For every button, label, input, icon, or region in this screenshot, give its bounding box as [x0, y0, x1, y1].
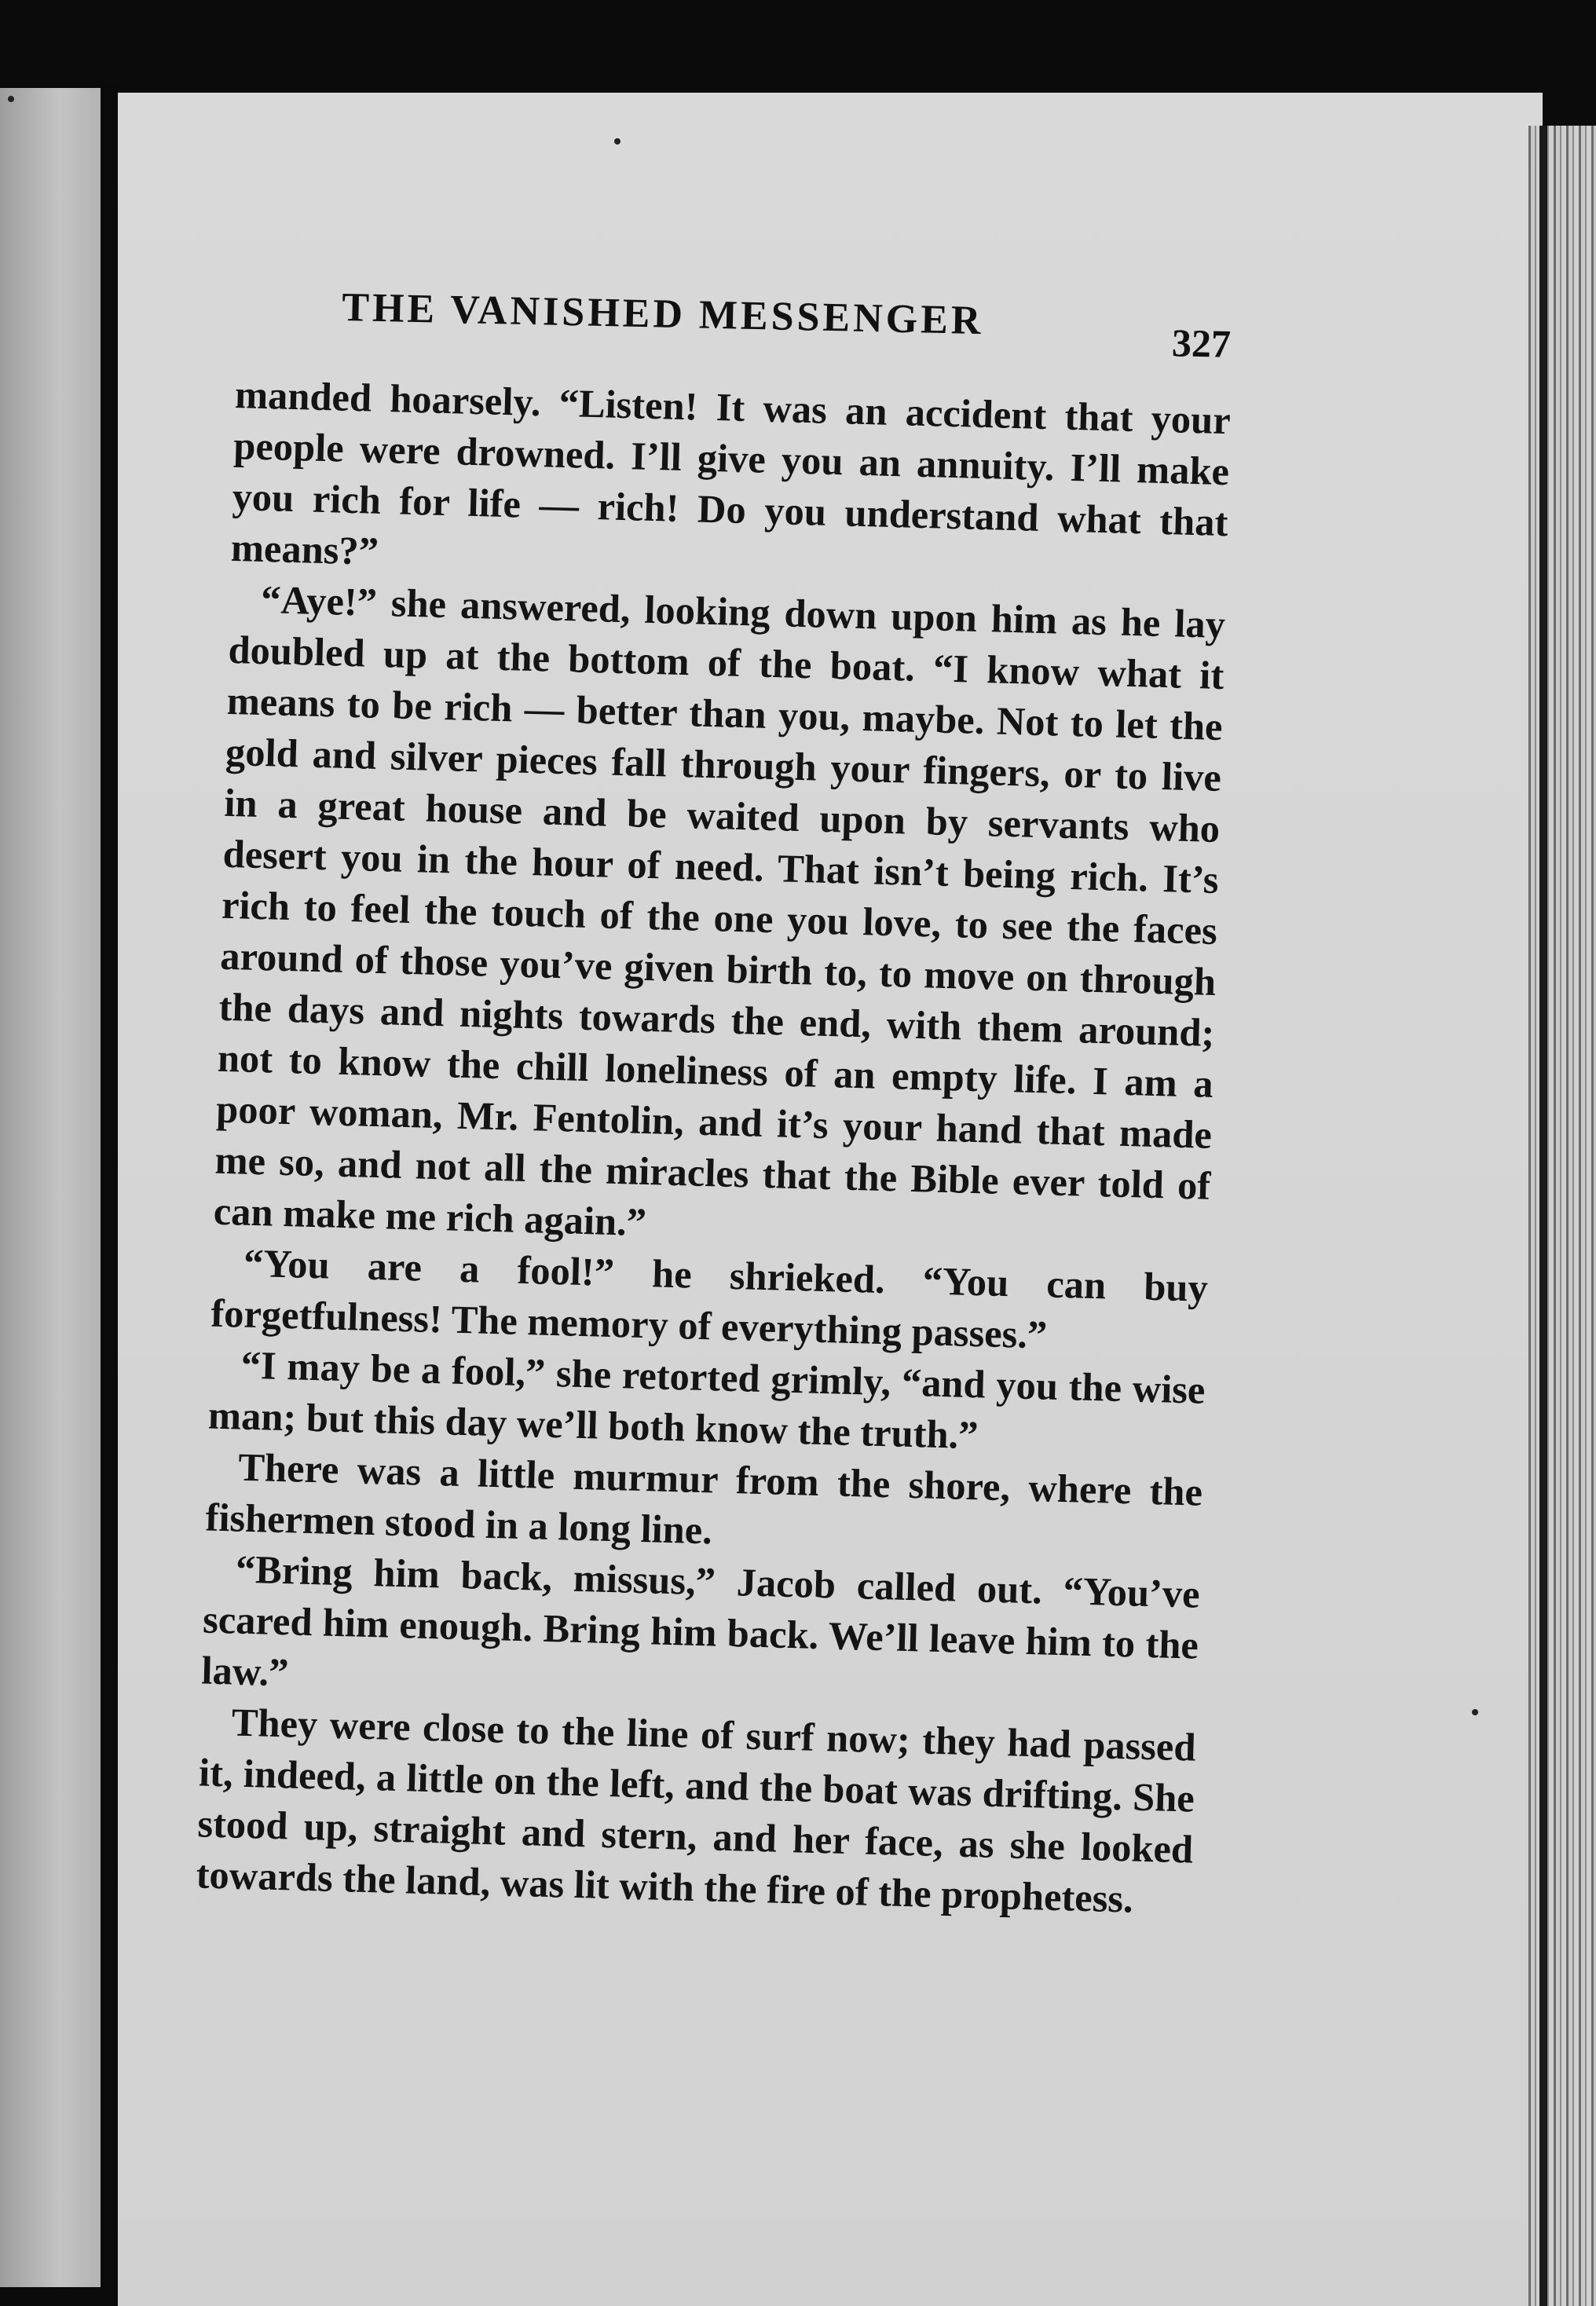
paragraph: “I may be a fool,” she retorted grimly, “and you the wise man; but this day we’ll both know the truth.” [207, 1342, 1206, 1458]
body-text [196, 369, 1232, 1927]
dust-speck [614, 138, 620, 145]
running-head: THE VANISHED MESSENGER [341, 284, 985, 344]
paragraph: “Bring him back, missus,” Jacob called out. “You’ve scared him enough. Bring him back. We’ll leave him to the law.” [200, 1546, 1201, 1695]
page-number: 327 [1171, 320, 1232, 366]
paragraph: manded hoarsely. “Listen! It was an accident that your people were drowned. I’ll give you an annuity. I’ll make you rich for life — rich! Do you understand what that means?” [230, 372, 1232, 573]
paragraph: “You are a fool!” he shrieked. “You can buy forgetfulness! The memory of everything passes.” [210, 1240, 1209, 1357]
facing-page-fragment [0, 88, 101, 2287]
page-edges [1528, 126, 1596, 2306]
paragraph: They were close to the line of surf now; they had passed it, indeed, a little on the left, and the boat was drifting. She stood up, straight and stern, and her face, as she looked towards the land, was lit with the fire of the prophetess. [196, 1700, 1197, 1921]
page-edge-shadow [1539, 126, 1547, 2306]
paragraph: There was a little murmur from the shore, where the fishermen stood in a long line. [204, 1444, 1203, 1553]
paragraph: “Aye!” she answered, looking down upon him as he lay doubled up at the bottom of the boat. “I know what it means to be rich — better than you, maybe. Not to let the gold and silver pieces fall through your fingers, or to live in a great house and be waited upon by servants who desert you in the hour of need. That isn’t being rich. It’s rich to feel the touch of the one you love, to see the faces around of those you’ve given birth to, to move on through the days and nights towards the end, with them around; not to know the chill loneliness of an empty life. I am a poor woman, Mr. Fentolin, and it’s your hand that made me so, and not all the miracles that the Bible ever told of can make me rich again.” [213, 576, 1226, 1245]
dust-speck [1472, 1709, 1478, 1715]
book-gutter [101, 85, 118, 2306]
dust-speck [8, 96, 14, 102]
